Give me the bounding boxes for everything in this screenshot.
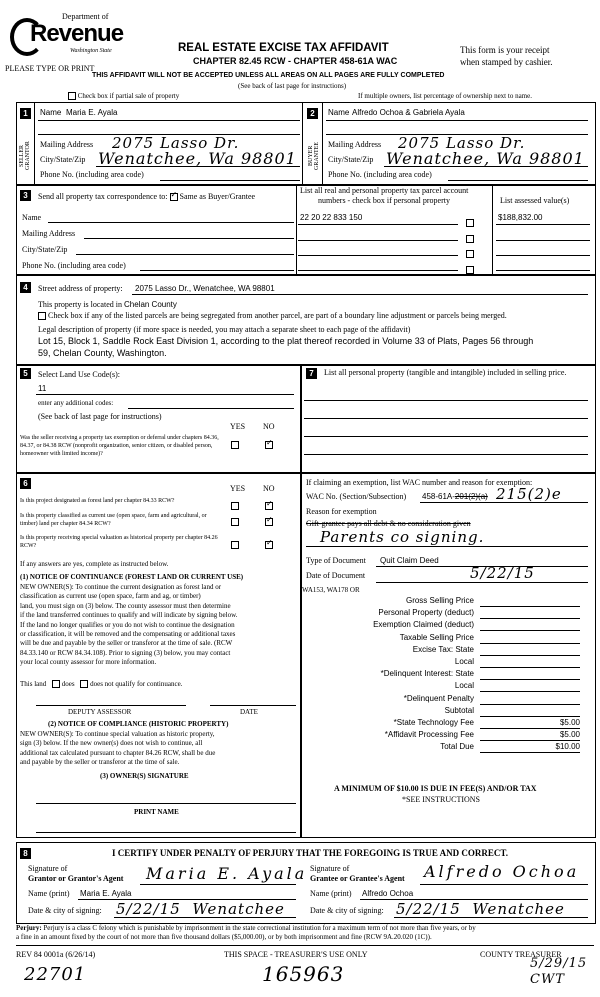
warning-line: THIS AFFIDAVIT WILL NOT BE ACCEPTED UNLESS ALL AREAS ON ALL PAGES ARE FULLY COMPLETED xyxy=(92,72,445,79)
grantor-sig-label1: Signature of xyxy=(28,864,68,873)
tax-row-label: Total Due xyxy=(440,742,474,752)
buyer-city[interactable]: Wenatchee, Wa 98801 xyxy=(386,149,585,168)
buyer-phone-label: Phone No. (including area code) xyxy=(328,170,432,179)
grantee-date-city[interactable]: 5/22/15 Wenatchee xyxy=(396,900,565,918)
doc-date[interactable]: 5/22/15 xyxy=(470,564,535,582)
street-label: Street address of property: xyxy=(38,284,123,293)
buyer-mailing-label: Mailing Address xyxy=(328,140,382,149)
buyer-name[interactable]: Alfredo Ochoa & Gabriela Ayala xyxy=(352,108,465,117)
seller-name-label: Name xyxy=(40,108,62,117)
tax-row-value[interactable]: $5.00 xyxy=(480,718,580,729)
s5-no: NO xyxy=(263,422,275,431)
located-in: This property is located in Chelan County xyxy=(38,300,177,309)
s6-any-yes: If any answers are yes, complete as instructed below. xyxy=(20,560,169,568)
tax-row-label: Local xyxy=(454,657,474,666)
grantor-date-label: Date & city of signing: xyxy=(28,906,102,915)
buyer-city-label: City/State/Zip xyxy=(328,155,374,164)
section-8-number: 8 xyxy=(20,848,31,859)
s6-q3-yes-checkbox[interactable] xyxy=(231,541,239,549)
certify-statement: I CERTIFY UNDER PENALTY OF PERJURY THAT THE FOREGOING IS TRUE AND CORRECT. xyxy=(112,848,509,858)
wac-label: WAC No. (Section/Subsection) xyxy=(306,492,407,501)
assessor-date: DATE xyxy=(240,708,258,716)
s6-q1-no-checkbox[interactable] xyxy=(265,502,273,510)
form-title: REAL ESTATE EXCISE TAX AFFIDAVIT xyxy=(178,42,389,54)
section-2-number: 2 xyxy=(307,108,318,119)
grantee-signature[interactable]: Alfredo Ochoa xyxy=(424,862,580,881)
treasurer-handwritten-left: 22701 xyxy=(24,964,87,985)
tax-row-label: Exemption Claimed (deduct) xyxy=(373,620,474,630)
s5-yes: YES xyxy=(230,422,246,431)
section-7-box xyxy=(300,364,596,474)
section-1-number: 1 xyxy=(20,108,31,119)
personal-property-label: List all personal property (tangible and intangible) included in selling price. xyxy=(324,368,567,377)
tax-row-value[interactable] xyxy=(480,706,580,717)
s6-q2-yes-checkbox[interactable] xyxy=(231,518,239,526)
seller-city[interactable]: Wenatchee, Wa 98801 xyxy=(98,149,297,168)
s6-no: NO xyxy=(263,484,275,493)
county[interactable]: Chelan County xyxy=(123,300,177,309)
partial-sale-checkbox[interactable] xyxy=(68,92,76,100)
does-not-checkbox[interactable] xyxy=(80,680,88,688)
receipt-note2: when stamped by cashier. xyxy=(460,57,553,67)
legal-line2[interactable]: 59, Chelan County, Washington. xyxy=(38,348,167,358)
s3-city-label: City/State/Zip xyxy=(22,245,68,254)
tax-row-value[interactable] xyxy=(480,657,580,668)
grantee-date-label: Date & city of signing: xyxy=(310,906,384,915)
grantee-name-label: Name (print) xyxy=(310,889,352,898)
property-street[interactable]: 2075 Lasso Dr., Wenatchee, WA 98801 xyxy=(135,284,275,293)
seller-name[interactable]: Maria E. Ayala xyxy=(66,108,118,117)
legal-line1[interactable]: Lot 15, Block 1, Saddle Rock East Division 1, according to the plat thereof recorded in Volume 33 of Plats, Pages 56 through xyxy=(38,336,534,346)
grantee-name[interactable]: Alfredo Ochoa xyxy=(362,889,414,898)
treasurer-handwritten-right: 5/29/15 CWT xyxy=(530,956,588,987)
wac-value[interactable]: 458-61A-201(2)(a) xyxy=(422,492,488,501)
tax-row-value[interactable] xyxy=(480,633,580,644)
notice2-title: (2) NOTICE OF COMPLIANCE (HISTORIC PROPERTY) xyxy=(48,720,229,728)
segregated-checkbox[interactable] xyxy=(38,312,46,320)
wa-line: WA153, WA178 OR xyxy=(302,586,360,594)
grantor-name[interactable]: Maria E. Ayala xyxy=(80,889,132,898)
minimum-note: A MINIMUM OF $10.00 IS DUE IN FEE(S) AND/OR TAX xyxy=(334,784,537,793)
parcel-3-checkbox[interactable] xyxy=(466,250,474,258)
buyer-name-label: Name xyxy=(328,108,350,117)
tax-row-label: Gross Selling Price xyxy=(405,596,474,605)
tax-row-label: *Affidavit Processing Fee xyxy=(384,730,474,740)
see-back-note: (See back of last page for instructions) xyxy=(238,82,347,90)
s5-q1-yes-checkbox[interactable] xyxy=(231,441,239,449)
agency-name: Revenue xyxy=(30,20,124,47)
tax-row-value[interactable] xyxy=(480,608,580,619)
seller-mailing[interactable]: 2075 Lasso Dr. xyxy=(112,134,240,152)
reason-strike: Gift-grantee pays all debt & no consideration given xyxy=(306,519,471,528)
form-chapter: CHAPTER 82.45 RCW - CHAPTER 458-61A WAC xyxy=(193,56,398,66)
s6-q1: Is this project designated as forest land per chapter 84.33 RCW? xyxy=(20,498,175,504)
s5-see-back: (See back of last page for instructions) xyxy=(38,412,162,421)
tax-row-label: *Delinquent Penalty xyxy=(403,693,474,703)
section-5-number: 5 xyxy=(20,368,31,379)
treasurer-handwritten-mid: 165963 xyxy=(262,962,345,986)
perjury-note: Perjury: Perjury is a class C felony which is punishable by imprisonment in the state correctional institution for a maximum term of not more than five years, or by a fine in an amount fixed by the court of not more than five thousand dollars ($5,000.00), or by both imprisonment and fine (RCW 9A.20.020 (1C)). xyxy=(16,924,476,941)
agency-state: Washington State xyxy=(70,48,112,54)
grantor-sig-label2: Grantor or Grantor's Agent xyxy=(28,874,124,883)
section-6-number: 6 xyxy=(20,478,31,489)
does-checkbox[interactable] xyxy=(52,680,60,688)
seller-side-label: SELLER GRANTOR xyxy=(19,141,31,171)
parcel-number[interactable]: 22 20 22 833 150 xyxy=(300,213,363,222)
section-3-number: 3 xyxy=(20,190,31,201)
s6-yes: YES xyxy=(230,484,246,493)
tax-row-value[interactable]: $10.00 xyxy=(480,742,580,753)
s6-q2-no-checkbox[interactable] xyxy=(265,518,273,526)
tax-row-value[interactable] xyxy=(480,596,580,607)
receipt-note1: This form is your receipt xyxy=(460,45,550,55)
tax-row-value[interactable] xyxy=(480,669,580,680)
multiple-owners-note: If multiple owners, list percentage of ownership next to name. xyxy=(358,92,532,100)
tax-row-label: Personal Property (deduct) xyxy=(378,608,474,618)
treasurer-use: THIS SPACE - TREASURER'S USE ONLY xyxy=(224,950,368,959)
s5-q1: Was the seller receiving a property tax exemption or deferral under chapters 84.36, 84.37, or 84.38 RCW (nonprofit organization, senior citizen, or disabled person, homeowner with limited income)? xyxy=(20,435,219,457)
grantee-sig-label2: Grantee or Grantee's Agent xyxy=(310,874,405,883)
tax-row-label: Local xyxy=(454,681,474,691)
notice1-body: NEW OWNER(S): To continue the current designation as forest land or classification as current use (open space, farm and ag, or timber) land, you must sign on (3) below. The county assessor must then determine if the land transferred continues to qualify and will indicate by signing below. If the land no longer qualifies or you do not wish to continue the designation or classification, it will be removed and the compensating or additional taxes will be due and payable by the seller or transferor at the time of sale. (RCW 84.33.140 or RCW 84.34.108). Prior to signing (3) below, you may contact your local county assessor for more information. xyxy=(20,583,238,667)
segregated-row: Check box if any of the listed parcels are being segregated from another parcel, are part of a boundary line adjustment or parcels being merged. xyxy=(38,311,507,320)
grantor-date-city[interactable]: 5/22/15 Wenatchee xyxy=(116,900,285,918)
reason-label: Reason for exemption xyxy=(306,507,377,516)
tax-row-value[interactable] xyxy=(480,645,580,656)
buyer-mailing[interactable]: 2075 Lasso Dr. xyxy=(398,134,526,152)
continuance-row: This land does does not qualify for continuance. xyxy=(20,680,183,688)
tax-row-label: Subtotal xyxy=(444,705,474,715)
see-instructions: *SEE INSTRUCTIONS xyxy=(402,795,481,804)
county-treasurer: COUNTY TREASURER xyxy=(480,950,562,959)
partial-sale: Check box if partial sale of property xyxy=(68,92,179,100)
tax-row-value[interactable]: $5.00 xyxy=(480,730,580,741)
s6-q3-no-checkbox[interactable] xyxy=(265,541,273,549)
tax-row-value[interactable] xyxy=(480,694,580,705)
print-name-label: PRINT NAME xyxy=(134,808,179,816)
tax-row-value[interactable] xyxy=(480,620,580,631)
form-number: REV 84 0001a (6/26/14) xyxy=(16,950,96,959)
s6-q3: Is this property receiving special valuation as historical property per chapter 84.26 RCW? xyxy=(20,535,218,549)
parcel-header2: numbers - check box if personal property xyxy=(318,196,450,205)
agency-logo xyxy=(10,12,124,58)
land-use-code[interactable]: 11 xyxy=(38,384,47,393)
grantor-signature[interactable]: Maria E. Ayala xyxy=(146,864,308,883)
s3-phone-label: Phone No. (including area code) xyxy=(22,261,126,270)
s6-q2: Is this property classified as current use (open space, farm and agricultural, or timber) land per chapter 84.34 RCW? xyxy=(20,513,207,527)
s6-q1-yes-checkbox[interactable] xyxy=(231,502,239,510)
buyer-side-label: BUYER GRANTEE xyxy=(308,142,320,170)
grantee-sig-label1: Signature of xyxy=(310,864,350,873)
doc-date-label: Date of Document xyxy=(306,571,366,580)
doc-type[interactable]: Quit Claim Deed xyxy=(380,556,439,565)
owner-signature-label: (3) OWNER(S) SIGNATURE xyxy=(100,772,189,780)
send-correspondence: Send all property tax correspondence to: ✓ Same as Buyer/Grantee xyxy=(38,192,255,201)
parcel-1-checkbox[interactable] xyxy=(466,219,474,227)
section-4-number: 4 xyxy=(20,282,31,293)
tax-row-label: Excise Tax: State xyxy=(412,644,474,654)
grantor-name-label: Name (print) xyxy=(28,889,70,898)
assessed-value[interactable]: $188,832.00 xyxy=(498,213,543,222)
notice1-title: (1) NOTICE OF CONTINUANCE (FOREST LAND OR CURRENT USE) xyxy=(20,573,244,581)
seller-city-label: City/State/Zip xyxy=(40,155,86,164)
seller-phone-label: Phone No. (including area code) xyxy=(40,170,144,179)
tax-row-label: Taxable Selling Price xyxy=(399,632,474,642)
doc-type-label: Type of Document xyxy=(306,556,366,565)
s3-name-label: Name xyxy=(22,213,42,222)
agency-line1: Department of xyxy=(62,12,109,21)
reason-handwritten[interactable]: Parents co signing. xyxy=(320,528,485,546)
additional-codes-label: enter any additional codes: xyxy=(38,399,114,407)
parcel-2-checkbox[interactable] xyxy=(466,235,474,243)
legal-label: Legal description of property (if more space is needed, you may attach a separate sheet to each page of the affidavit) xyxy=(38,325,411,334)
same-as-buyer-checkbox[interactable] xyxy=(170,193,178,201)
section-7-number: 7 xyxy=(306,368,317,379)
s3-mailing-label: Mailing Address xyxy=(22,229,76,238)
tax-row-value[interactable] xyxy=(480,681,580,692)
notice2-body: NEW OWNER(S): To continue special valuation as historic property, sign (3) below. If the new owner(s) does not wish to continue, all additional tax calculated pursuant to chapter 84.26 RCW, shall be due and payable by the seller or transferor at the time of sale. xyxy=(20,730,216,767)
please-type: PLEASE TYPE OR PRINT xyxy=(5,64,95,73)
tax-row-label: *State Technology Fee xyxy=(393,718,474,727)
tax-row-label: *Delinquent Interest: State xyxy=(380,669,474,679)
assessed-header: List assessed value(s) xyxy=(500,196,570,205)
wac-handwritten[interactable]: 215(2)e xyxy=(496,485,562,503)
seller-mailing-label: Mailing Address xyxy=(40,140,94,149)
s5-q1-no-checkbox[interactable] xyxy=(265,441,273,449)
exemption-claim-label: If claiming an exemption, list WAC number and reason for exemption: xyxy=(306,478,533,487)
parcel-header1: List all real and personal property tax parcel account xyxy=(300,186,469,195)
land-use-label: Select Land Use Code(s): xyxy=(38,370,120,379)
deputy-assessor: DEPUTY ASSESSOR xyxy=(68,708,132,716)
